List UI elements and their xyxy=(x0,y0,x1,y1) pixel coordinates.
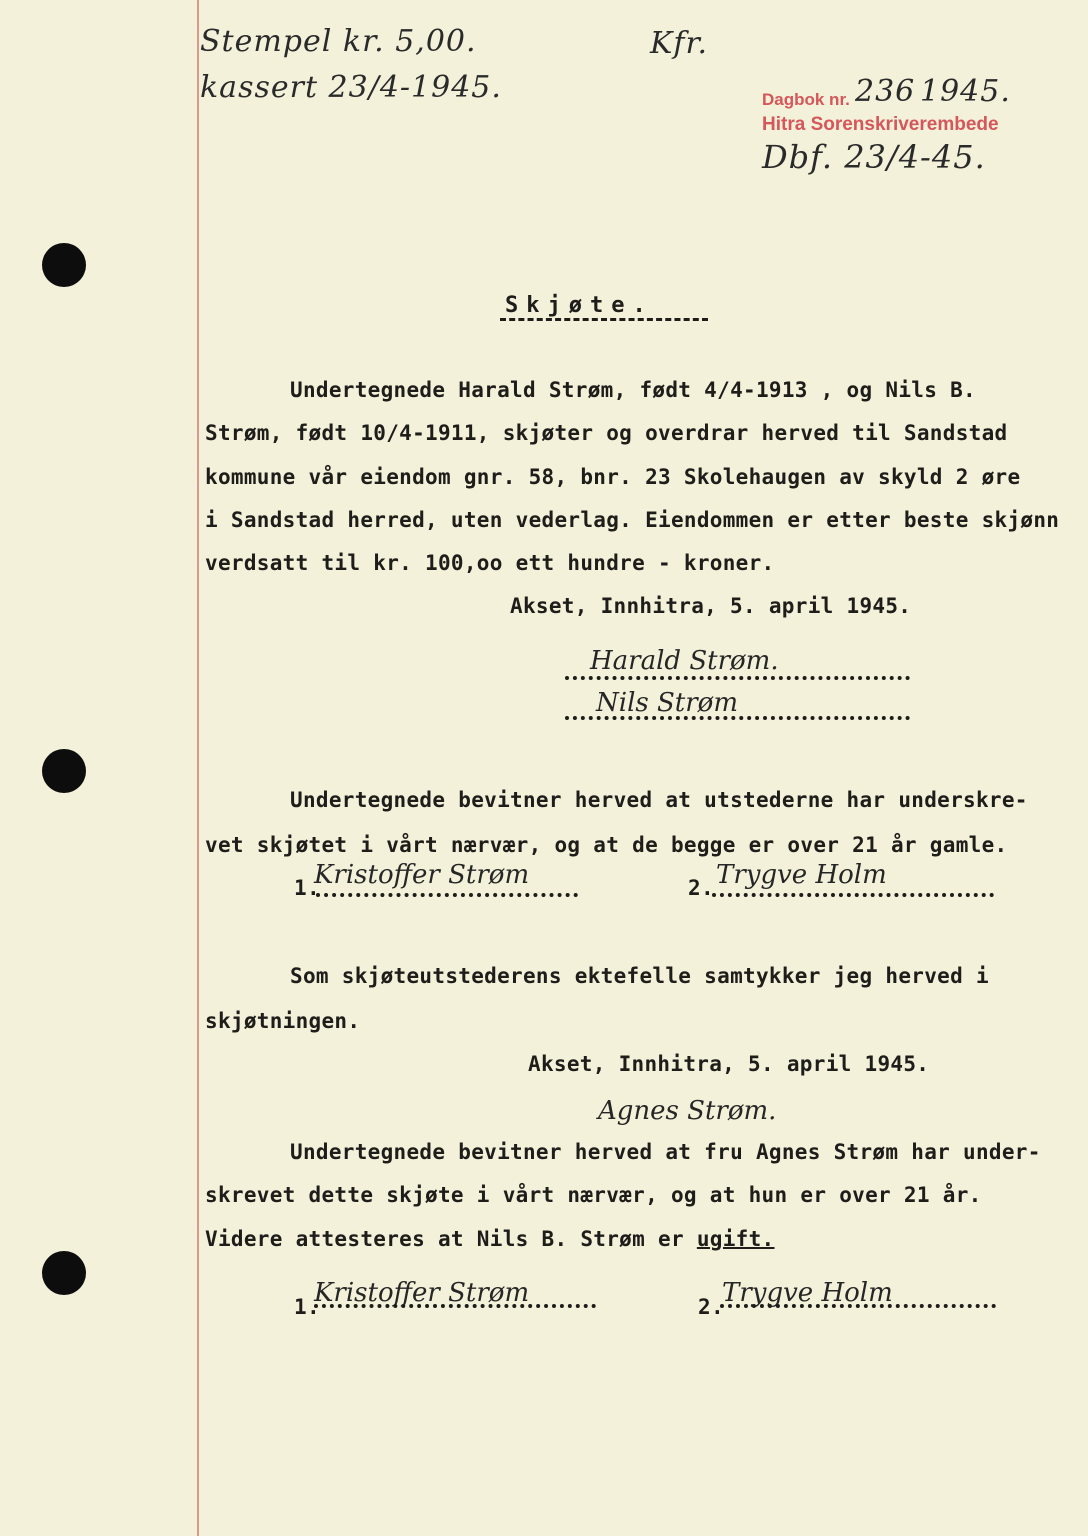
body-line: kommune vår eiendom gnr. 58, bnr. 23 Skolehaugen av skyld 2 øre xyxy=(205,465,1021,489)
witness-number: 1. xyxy=(294,876,320,900)
witness-number: 2. xyxy=(688,876,714,900)
spouse-signature: Agnes Strøm. xyxy=(598,1096,777,1126)
body-line: Undertegnede Harald Strøm, født 4/4-1913 , og Nils B. xyxy=(290,378,976,402)
final-witness-text: Undertegnede bevitner herved at fru Agnes Strøm har under- xyxy=(290,1140,1041,1164)
body-line: Strøm, født 10/4-1911, skjøter og overdrar herved til Sandstad xyxy=(205,421,1008,445)
witness-text: vet skjøtet i vårt nærvær, og at de begge er over 21 år gamle. xyxy=(205,833,1008,857)
witness-text: Undertegnede bevitner herved at utstederne har underskre- xyxy=(290,788,1028,812)
owner-signature: Nils Strøm xyxy=(596,688,738,718)
place-date: Akset, Innhitra, 5. april 1945. xyxy=(510,594,912,618)
witness-signature: Kristoffer Strøm xyxy=(314,860,530,890)
signature-line xyxy=(712,893,994,897)
signature-line xyxy=(565,676,910,680)
witness-signature: Kristoffer Strøm xyxy=(314,1278,530,1308)
title-underline xyxy=(500,318,708,321)
handwritten-initials: Kfr. xyxy=(650,26,709,61)
stamp-number: 236 xyxy=(855,74,916,109)
final-witness-text-part: Videre attesteres at Nils B. Strøm er xyxy=(205,1227,697,1251)
document-title: Skjøte. xyxy=(505,293,654,318)
spouse-consent-text: skjøtningen. xyxy=(205,1009,361,1033)
body-line: verdsatt til kr. 100,oo ett hundre - kroner. xyxy=(205,551,775,575)
handwritten-fee-note: Stempel kr. 5,00. xyxy=(200,24,477,59)
signature-line xyxy=(314,1304,596,1308)
witness-signature: Trygve Holm xyxy=(716,860,887,890)
witness-number: 2. xyxy=(698,1295,724,1319)
marital-status: ugift. xyxy=(696,1227,775,1251)
signature-line xyxy=(720,1304,996,1308)
final-witness-text: skrevet dette skjøte i vårt nærvær, og at hun er over 21 år. xyxy=(205,1183,982,1207)
margin-line xyxy=(197,0,199,1536)
punch-hole xyxy=(42,243,86,287)
place-date: Akset, Innhitra, 5. april 1945. xyxy=(528,1052,930,1076)
owner-signature: Harald Strøm. xyxy=(590,646,779,676)
stamp-year: 1945. xyxy=(920,74,1011,109)
stamp-office: Hitra Sorenskriverembede xyxy=(762,114,999,135)
punch-hole xyxy=(42,1251,86,1295)
witness-number: 1. xyxy=(294,1295,320,1319)
signature-line xyxy=(316,893,578,897)
punch-hole xyxy=(42,749,86,793)
handwritten-cancellation-note: kassert 23/4-1945. xyxy=(200,70,502,105)
final-witness-text xyxy=(205,1227,775,1251)
signature-line xyxy=(565,716,910,720)
handwritten-registration-date: Dbf. 23/4-45. xyxy=(762,138,986,176)
stamp-label: Dagbok nr. xyxy=(762,90,850,109)
spouse-consent-text: Som skjøteutstederens ektefelle samtykker jeg herved i xyxy=(290,964,989,988)
body-line: i Sandstad herred, uten vederlag. Eiendommen er etter beste skjønn xyxy=(205,508,1060,532)
witness-signature: Trygve Holm xyxy=(722,1278,893,1308)
